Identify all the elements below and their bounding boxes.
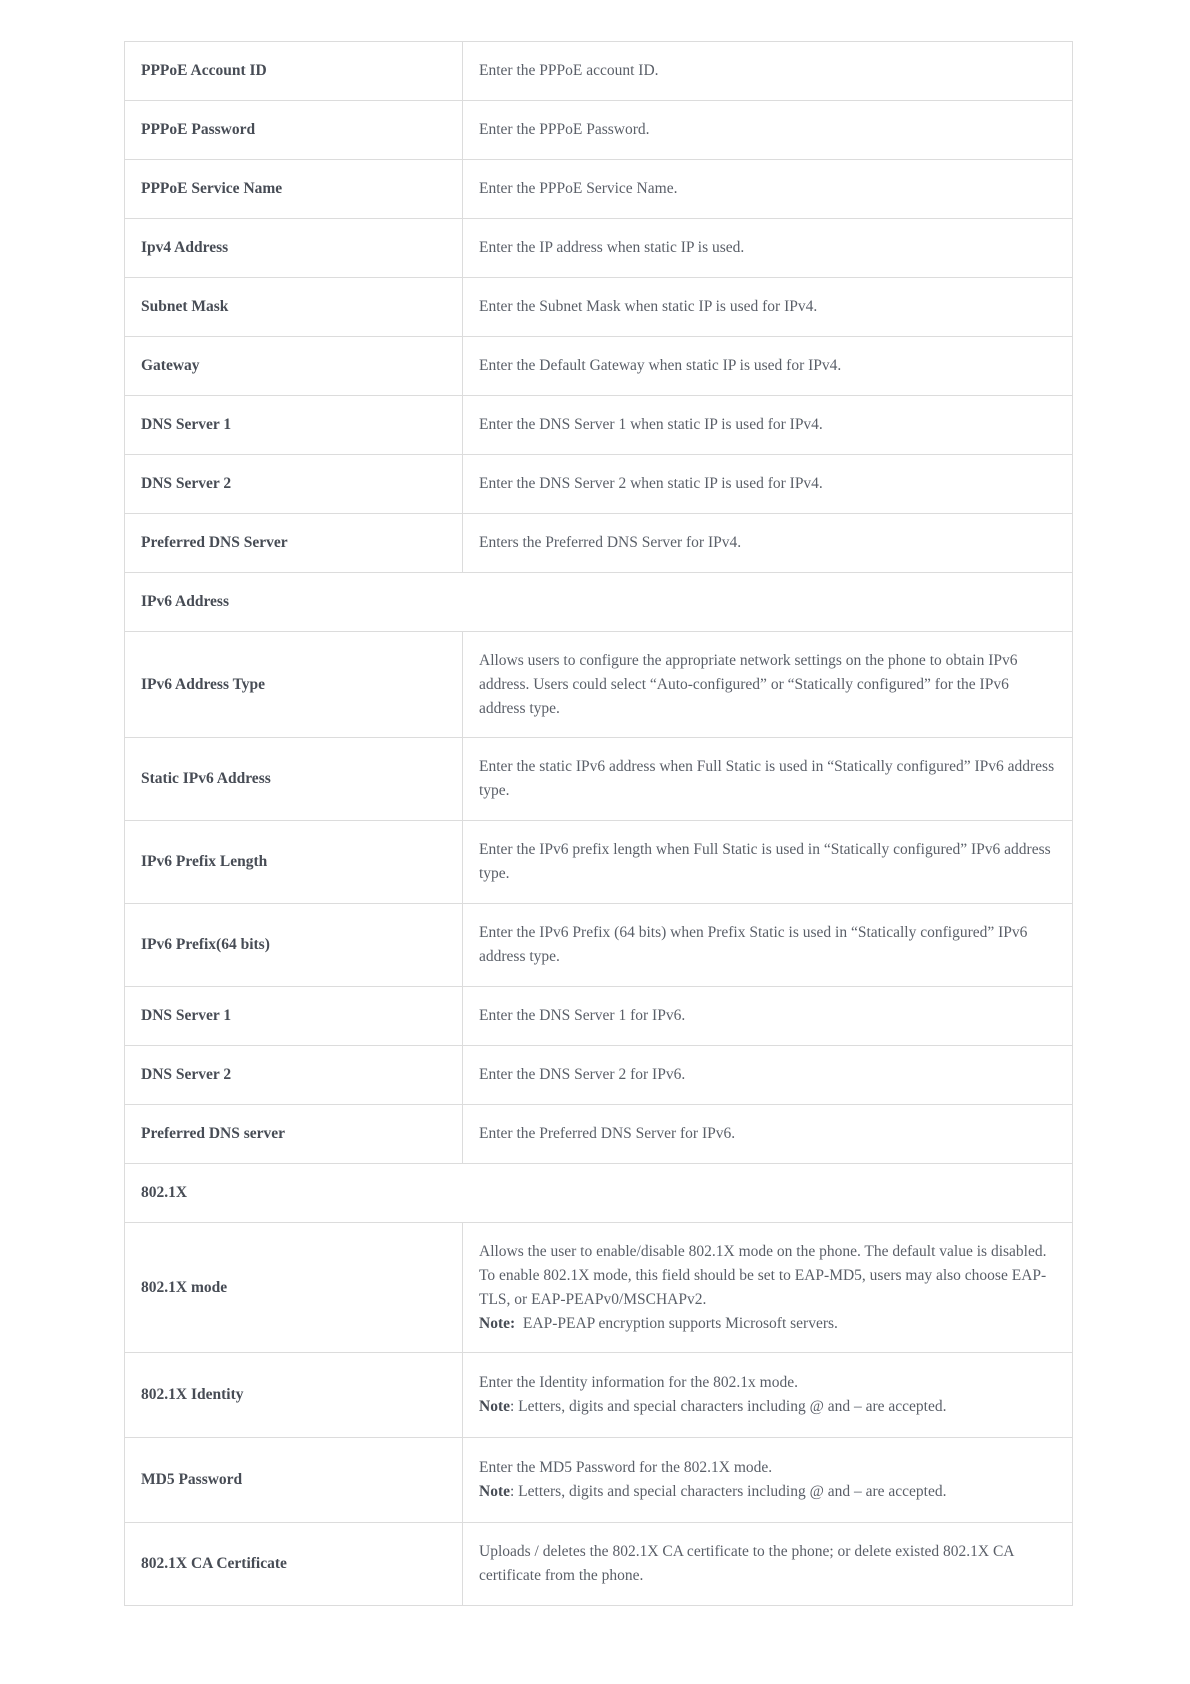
parameter-description [463,904,1073,987]
parameter-name: PPPoE Service Name [125,160,463,219]
table-row [125,1438,1073,1523]
note [479,1312,1056,1336]
table-row [125,101,1073,160]
note-text: : Letters, digits and special characters including @ and – are accepted. [510,1483,947,1500]
parameter-name: PPPoE Account ID [125,42,463,101]
parameter-name: IPv6 Address Type [125,632,463,738]
section-header: 802.1X [125,1164,1073,1223]
parameter-description [463,1223,1073,1353]
description-text: Enter the PPPoE account ID. [479,62,659,79]
description-text: Enter the Default Gateway when static IP is used for IPv4. [479,357,842,374]
note-label: Note: [479,1314,516,1332]
description-text: Enter the Identity information for the 802.1x mode. [479,1374,798,1391]
parameter-table [124,41,1073,1606]
parameter-description [463,101,1073,160]
parameter-name: DNS Server 2 [125,1046,463,1105]
table-row [125,219,1073,278]
parameter-name: Preferred DNS Server [125,514,463,573]
parameter-description [463,987,1073,1046]
description-text: Enter the static IPv6 address when Full Static is used in “Statically configured” IPv6 address type. [479,758,1055,799]
parameter-name: MD5 Password [125,1438,463,1523]
table-body [125,42,1073,1606]
parameter-description [463,1353,1073,1438]
description-text: Uploads / deletes the 802.1X CA certificate to the phone; or delete existed 802.1X CA certificate from the phone. [479,1543,1014,1584]
table-row [125,987,1073,1046]
description-text: Enter the DNS Server 2 when static IP is used for IPv4. [479,475,823,492]
description-text: Enter the PPPoE Password. [479,121,650,138]
parameter-description [463,1438,1073,1523]
note [479,1480,1056,1504]
parameter-description [463,1105,1073,1164]
parameter-name: Ipv4 Address [125,219,463,278]
table-row [125,42,1073,101]
parameter-name: Static IPv6 Address [125,738,463,821]
table-row [125,573,1073,632]
parameter-name: Gateway [125,337,463,396]
description-text: Enter the MD5 Password for the 802.1X mode. [479,1459,773,1476]
parameter-description [463,514,1073,573]
parameter-description [463,821,1073,904]
description-text: Enter the IP address when static IP is used. [479,239,745,256]
parameter-description [463,455,1073,514]
table-row [125,337,1073,396]
table-row [125,1353,1073,1438]
table-row [125,1164,1073,1223]
table-row [125,1523,1073,1606]
description-text: Enter the Preferred DNS Server for IPv6. [479,1125,736,1142]
note [479,1395,1056,1419]
description-text: Enter the DNS Server 1 for IPv6. [479,1007,686,1024]
parameter-name: PPPoE Password [125,101,463,160]
parameter-name: 802.1X mode [125,1223,463,1353]
description-text: Enter the PPPoE Service Name. [479,180,678,197]
parameter-description [463,337,1073,396]
parameter-description [463,160,1073,219]
description-text: Allows users to configure the appropriate network settings on the phone to obtain IPv6 address. Users could select “Auto-configured” or “Statically configured” for the IPv6 address type. [479,651,1018,717]
table-row [125,514,1073,573]
parameter-name: IPv6 Prefix Length [125,821,463,904]
parameter-name: Preferred DNS server [125,1105,463,1164]
parameter-name: DNS Server 1 [125,987,463,1046]
description-text: Enter the IPv6 Prefix (64 bits) when Prefix Static is used in “Statically configured” IPv6 address type. [479,924,1028,965]
description-text: Enter the DNS Server 1 when static IP is used for IPv4. [479,416,823,433]
parameter-description [463,42,1073,101]
table-row [125,821,1073,904]
parameter-name: IPv6 Prefix(64 bits) [125,904,463,987]
description-text: Enters the Preferred DNS Server for IPv4. [479,534,742,551]
section-header: IPv6 Address [125,573,1073,632]
table-row [125,1223,1073,1353]
table-row [125,904,1073,987]
parameter-name: 802.1X Identity [125,1353,463,1438]
table-row [125,1046,1073,1105]
note-label: Note [479,1483,510,1500]
parameter-description [463,632,1073,738]
description-text: Enter the Subnet Mask when static IP is used for IPv4. [479,298,818,315]
parameter-description [463,278,1073,337]
parameter-description [463,219,1073,278]
table-row [125,738,1073,821]
note-label: Note [479,1398,510,1415]
parameter-name: Subnet Mask [125,278,463,337]
parameter-name: 802.1X CA Certificate [125,1523,463,1606]
note-text: : Letters, digits and special characters including @ and – are accepted. [510,1398,947,1415]
parameter-description [463,396,1073,455]
table-row [125,160,1073,219]
description-text: Allows the user to enable/disable 802.1X mode on the phone. The default value is disabled. To enable 802.1X mode, this field should be set to EAP-MD5, users may also choose EAP-TLS, or EAP-PEAPv0/MSCHAPv2. [479,1242,1047,1308]
table-row [125,455,1073,514]
description-text: Enter the IPv6 prefix length when Full Static is used in “Statically configured” IPv6 address type. [479,841,1051,882]
table-row [125,396,1073,455]
table-row [125,632,1073,738]
note-text: EAP-PEAP encryption supports Microsoft servers. [515,1314,838,1332]
parameter-name: DNS Server 1 [125,396,463,455]
parameter-description [463,1046,1073,1105]
parameter-name: DNS Server 2 [125,455,463,514]
parameter-description [463,1523,1073,1606]
table-row [125,278,1073,337]
table-row [125,1105,1073,1164]
parameter-description [463,738,1073,821]
description-text: Enter the DNS Server 2 for IPv6. [479,1066,686,1083]
